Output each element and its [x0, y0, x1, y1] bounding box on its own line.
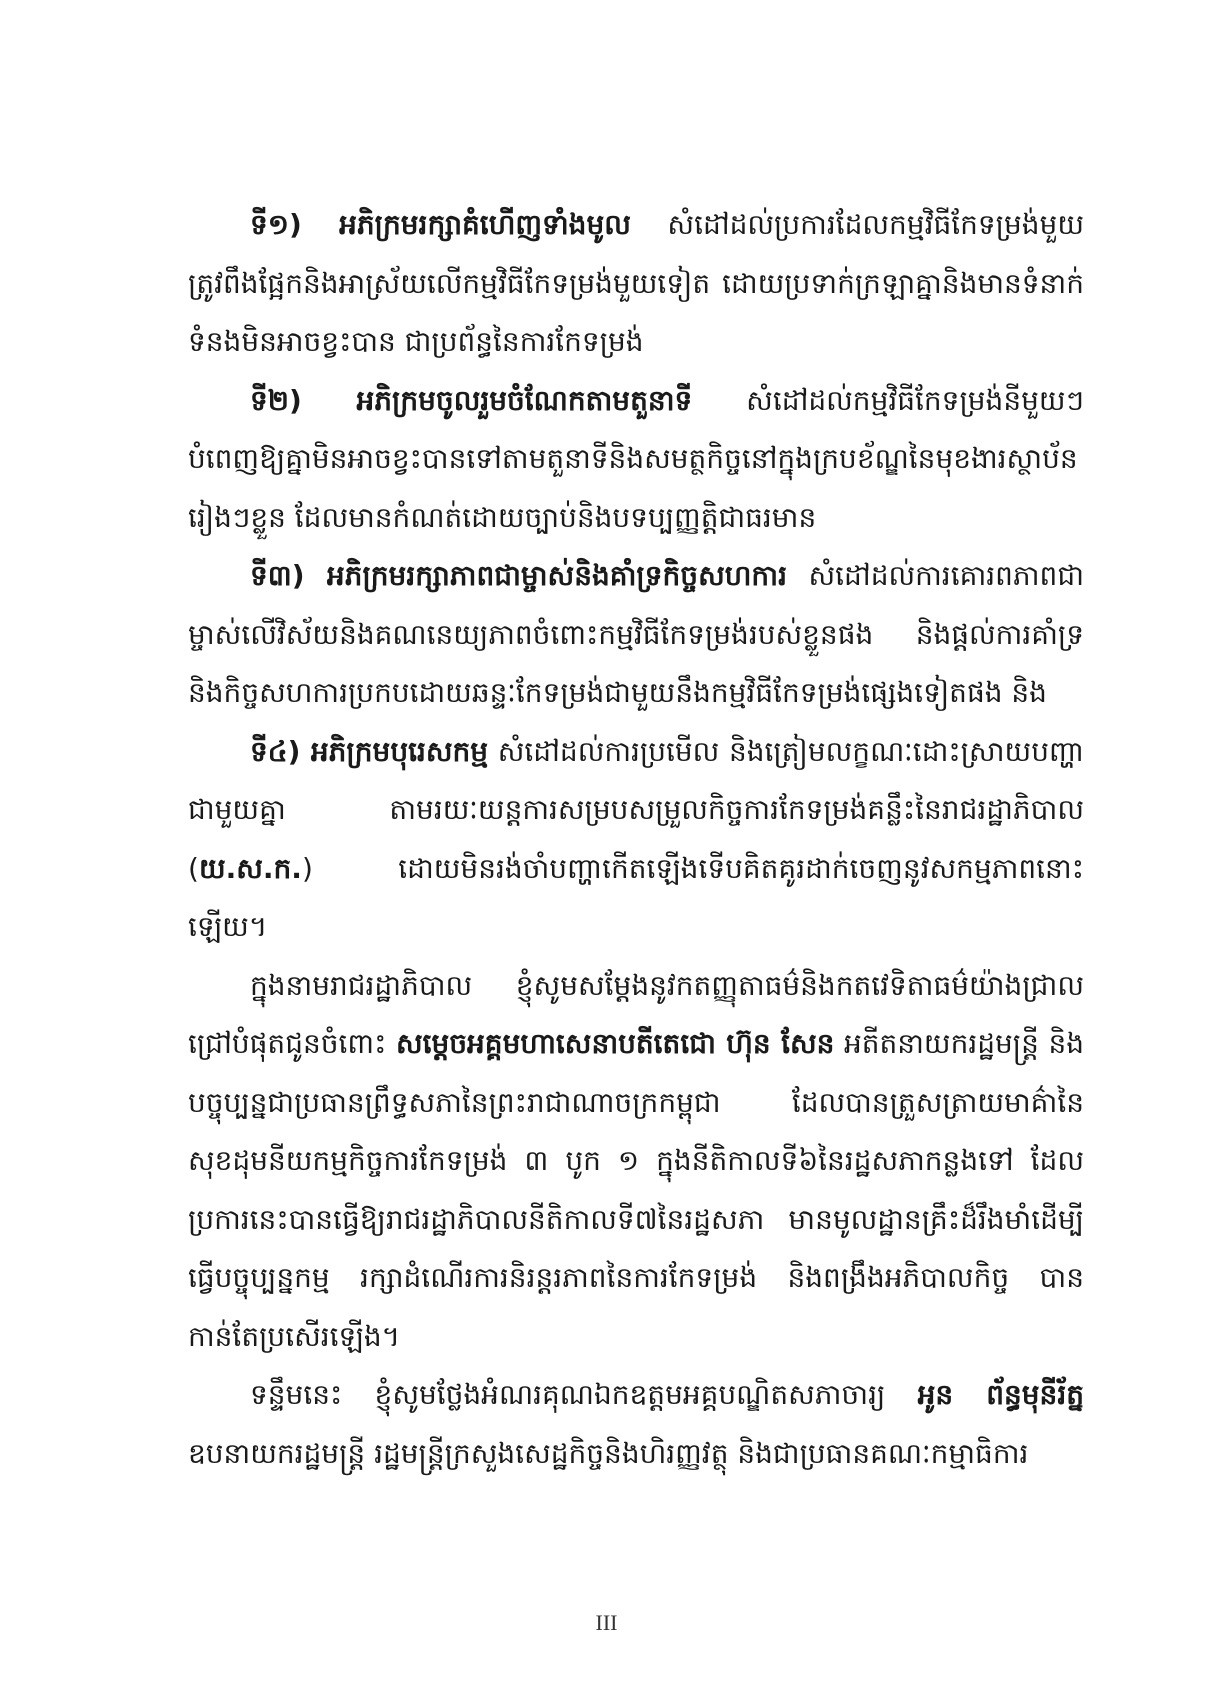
principle-4-text-end: ) ដោយមិនរង់ចាំបញ្ហាកើតឡើងទើបគិតគូរដាក់ចេញនូវសកម្មភាពនោះឡើយ។ — [188, 851, 1084, 943]
paragraph-gratitude — [188, 957, 1084, 1367]
paragraph-principle-4 — [188, 723, 1084, 957]
principle-4-text: សំដៅដល់ការប្រមើល និងត្រៀមលក្ខណៈដោះស្រាយបញ្ហាជាមួយគ្នា តាមរយៈយន្តការសម្របសម្រួលកិច្ចការកែទម្រង់គន្លឹះនៃរាជរដ្ឋាភិបាល ( — [188, 734, 1084, 885]
principle-3-heading: ទី៣) អភិក្រមរក្សាភាពជាម្ចាស់និងគាំទ្រកិច្ចសហការ — [250, 559, 787, 592]
thanks-honoree: អូន ព័ន្ធមុនីរ័ត្ន — [917, 1378, 1084, 1411]
paragraph-principle-3 — [188, 547, 1084, 723]
principle-2-heading: ទី២) អភិក្រមចូលរួមចំណែកតាមតួនាទី — [250, 383, 693, 417]
principle-1-heading: ទី១) អភិក្រមរក្សាគំហើញទាំងមូល — [250, 208, 631, 241]
gratitude-text-end: អតីតនាយករដ្ឋមន្ត្រី និងបច្ចុប្បន្នជាប្រធានព្រឹទ្ធសភានៃព្រះរាជាណាចក្រកម្ពុជា ដែលបានត្រួសត្រាយមាគ៌ានៃសុខដុមនីយកម្មកិច្ចការកែទម្រង់ ៣ បូក ១ ក្នុងនីតិកាលទី៦នៃរដ្ឋសភាកន្លងទៅ ដែលប្រការនេះបានធ្វើឱ្យរាជរដ្ឋាភិបាលនីតិកាលទី៧នៃរដ្ឋសភា មានមូលដ្ឋានគ្រឹះដ៏រឹងមាំដើម្បីធ្វើបច្ចុប្បន្នកម្ម រក្សាដំណើរការនិរន្តរភាពនៃការកែទម្រង់ និងពង្រឹងអភិបាលកិច្ច បានកាន់តែប្រសើរឡើង។ — [188, 1027, 1085, 1353]
paragraph-principle-2 — [188, 372, 1084, 548]
principle-4-heading: ទី៤) អភិក្រមបុរេសកម្ម — [250, 734, 489, 768]
gratitude-honoree: សម្តេចអគ្គមហាសេនាបតីតេជោ ហ៊ុន សែន — [395, 1027, 835, 1060]
text-body — [188, 196, 1084, 1483]
principle-4-abbreviation: យ.ស.ក. — [198, 851, 302, 885]
page-number: III — [595, 1610, 618, 1635]
thanks-text-end: ឧបនាយករដ្ឋមន្ត្រី រដ្ឋមន្ត្រីក្រសួងសេដ្ឋកិច្ចនិងហិរញ្ញវត្ថុ និងជាប្រធានគណៈកម្មាធិការ — [188, 1436, 1029, 1470]
principle-3-text: សំដៅដល់ការគោរពភាពជាម្ចាស់លើវិស័យនិងគណនេយ្យភាពចំពោះកម្មវិធីកែទម្រង់របស់ខ្លួនផង និងផ្តល់ការគាំទ្រនិងកិច្ចសហការប្រកបដោយឆន្ទៈកែទម្រង់ជាមួយនឹងកម្មវិធីកែទម្រង់ផ្សេងទៀតផង និង — [188, 559, 1084, 709]
thanks-text: ទន្ទឹមនេះ ខ្ញុំសូមថ្លែងអំណរគុណឯកឧត្តមអគ្គបណ្ឌិតសភាចារ្យ — [250, 1378, 918, 1411]
principle-1-text: សំដៅដល់ប្រការដែលកម្មវិធីកែទម្រង់មួយត្រូវពឹងផ្អែកនិងអាស្រ័យលើកម្មវិធីកែទម្រង់មួយទៀត ដោយប្រទាក់ក្រឡាគ្នានិងមានទំនាក់ទំនងមិនអាចខ្វះបាន ជាប្រព័ន្ធនៃការកែទម្រង់ — [188, 208, 1084, 358]
paragraph-principle-1 — [188, 196, 1084, 372]
gratitude-text: ក្នុងនាមរាជរដ្ឋាភិបាល ខ្ញុំសូមសម្តែងនូវកតញ្ញុតាធម៌និងកតវេទិតាធម៌យ៉ាងជ្រាលជ្រៅបំផុតជូនចំពោះ — [188, 968, 1084, 1060]
principle-2-text: សំដៅដល់កម្មវិធីកែទម្រង់នីមួយៗបំពេញឱ្យគ្នាមិនអាចខ្វះបានទៅតាមតួនាទីនិងសមត្ថកិច្ចនៅក្នុងក្របខ័ណ្ឌនៃមុខងារស្ថាប័នរៀងៗខ្លួន ដែលមានកំណត់ដោយច្បាប់និងបទប្បញ្ញត្តិជាធរមាន — [188, 383, 1084, 534]
paragraph-thanks — [188, 1366, 1084, 1483]
